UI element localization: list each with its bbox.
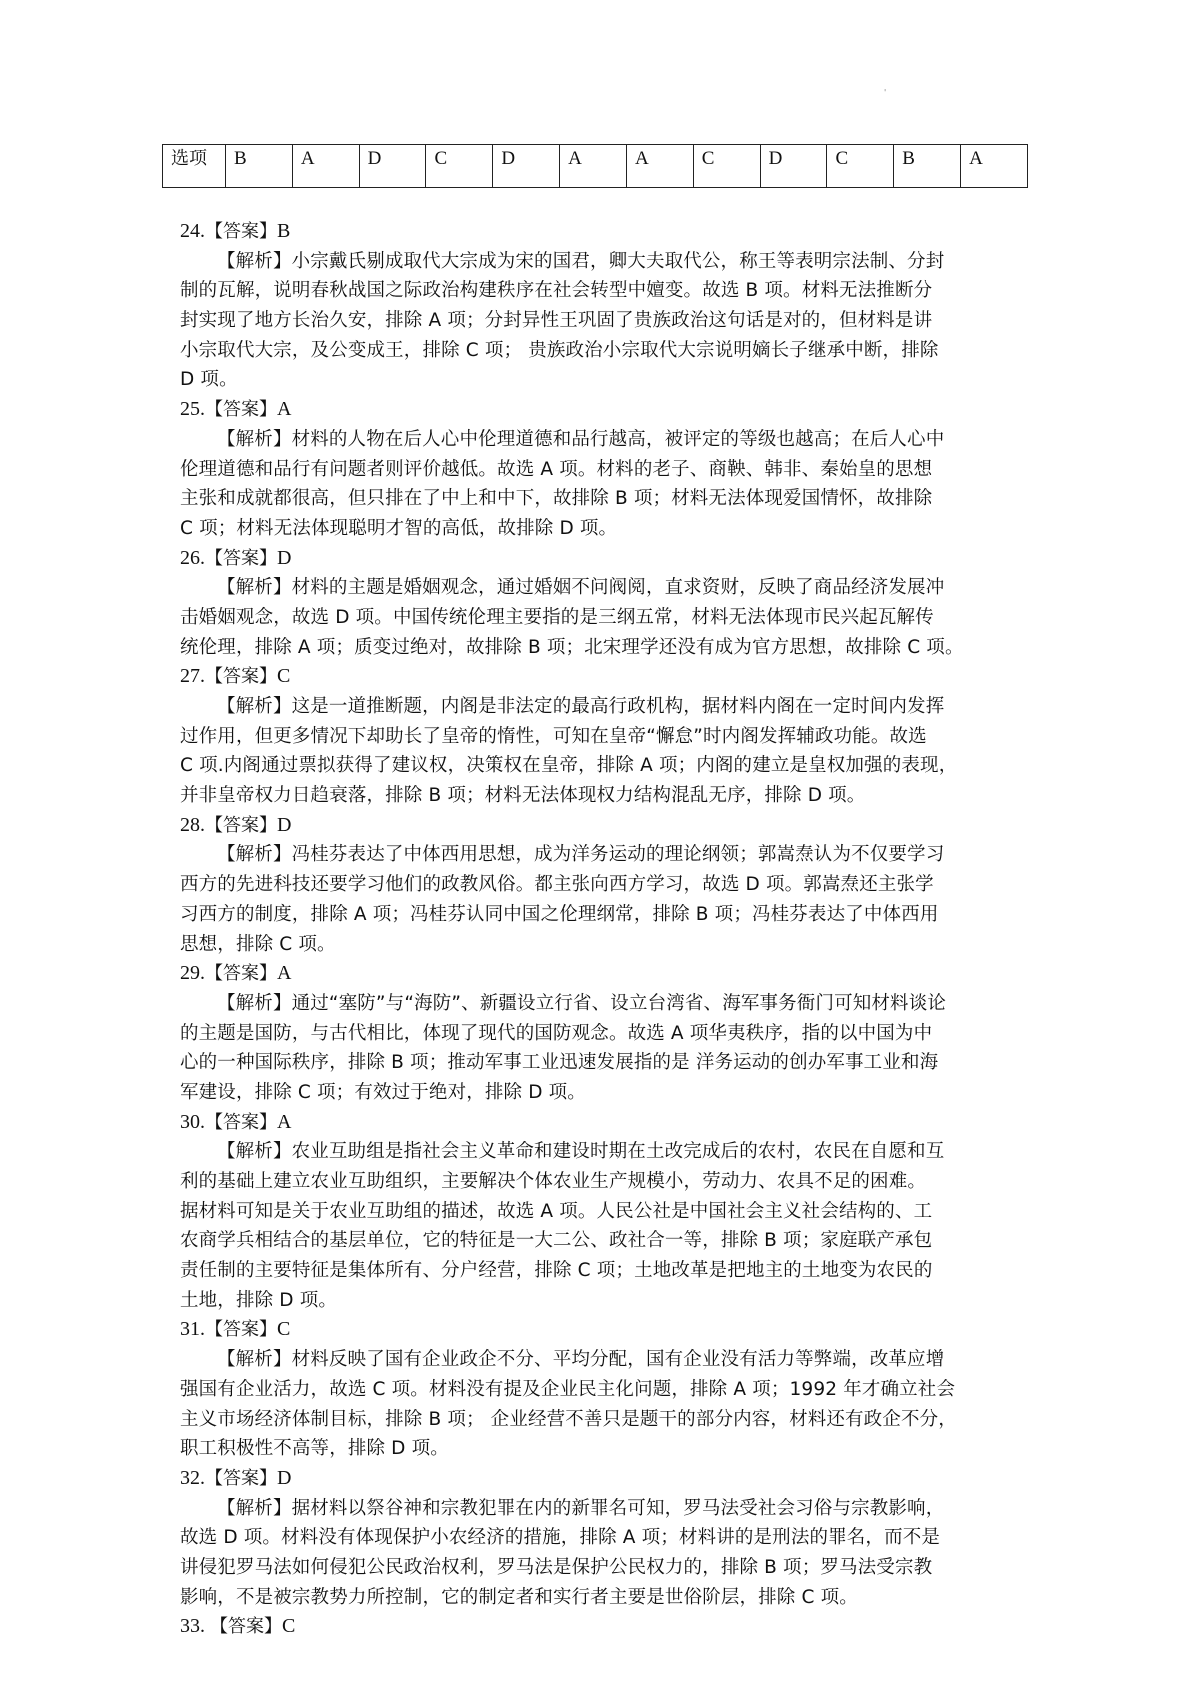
answer-value: D bbox=[277, 546, 292, 569]
answer-value: A bbox=[277, 398, 292, 421]
explanation-line: 利的基础上建立农业互助组织，主要解决个体农业生产规模小，劳动力、农具不足的困难。 bbox=[180, 1171, 927, 1192]
explanation-line: 据材料可知是关于农业互助组的描述，故选 A 项。人民公社是中国社会主义社会结构的、工 bbox=[180, 1200, 933, 1222]
explanation-line: 土地，排除 D 项。 bbox=[180, 1289, 338, 1311]
answer-label: 【答案】 bbox=[205, 1111, 277, 1133]
header-mark: ' bbox=[884, 88, 887, 97]
question-number: 27. bbox=[180, 665, 205, 688]
explanation-line: 的主题是国防，与古代相比，体现了现代的国防观念。故选 A 项华夷秩序，指的以中国为中 bbox=[180, 1022, 933, 1044]
explanation-line: 军建设，排除 C 项；有效过于绝对，排除 D 项。 bbox=[180, 1081, 586, 1103]
answer-key-cell: A bbox=[292, 145, 359, 188]
question-number: 32. bbox=[180, 1466, 205, 1489]
explanation-line: 小宗取代大宗，及公变成王，排除 C 项； 贵族政治小宗取代大宗说明嫡长子继承中断，排除 bbox=[180, 339, 939, 361]
answer-key-cell: D bbox=[359, 145, 426, 188]
explanation-line: 农商学兵相结合的基层单位，它的特征是一大二公、政社合一等，排除 B 项；家庭联产承包 bbox=[180, 1230, 933, 1252]
explanation-line: 【解析】农业互助组是指社会主义革命和建设时期在土改完成后的农村，农民在自愿和互 bbox=[217, 1141, 945, 1163]
question-number: 26. bbox=[180, 546, 205, 569]
explanation-line: 【解析】通过“塞防”与“海防”、新疆设立行省、设立台湾省、海军事务衙门可知材料谈论 bbox=[217, 992, 946, 1014]
question-number: 25. bbox=[180, 398, 205, 421]
answer-heading bbox=[180, 1464, 1050, 1494]
answer-key-head-cell: 选项 bbox=[163, 145, 226, 188]
question-number: 33. bbox=[180, 1615, 210, 1638]
answer-explanations bbox=[180, 217, 1050, 1642]
answer-heading bbox=[180, 811, 1050, 841]
answer-label: 【答案】 bbox=[205, 814, 277, 836]
explanation-line: 【解析】冯桂芬表达了中体西用思想，成为洋务运动的理论纲领；郭嵩焘认为不仅要学习 bbox=[217, 844, 945, 866]
answer-heading bbox=[180, 662, 1050, 692]
explanation-line: 责任制的主要特征是集体所有、分户经营，排除 C 项；土地改革是把地主的土地变为农民的 bbox=[180, 1260, 933, 1282]
explanation-line: 【解析】据材料以祭谷神和宗教犯罪在内的新罪名可知，罗马法受社会习俗与宗教影响， bbox=[217, 1497, 945, 1519]
answer-key-cell: A bbox=[560, 145, 627, 188]
explanation-line: D 项。 bbox=[180, 369, 238, 391]
explanation-line: 主义市场经济体制目标，排除 B 项； 企业经营不善只是题干的部分内容，材料还有政企不分， bbox=[180, 1408, 957, 1430]
explanation-line: 讲侵犯罗马法如何侵犯公民政治权利，罗马法是保护公民权力的，排除 B 项；罗马法受宗教 bbox=[180, 1556, 933, 1578]
answer-heading bbox=[180, 959, 1050, 989]
explanation-line: 影响，不是被宗教势力所控制，它的制定者和实行者主要是世俗阶层，排除 C 项。 bbox=[180, 1586, 858, 1608]
explanation-line: 故选 D 项。材料没有体现保护小农经济的措施，排除 A 项；材料讲的是刑法的罪名，而不是 bbox=[180, 1527, 941, 1549]
answer-value: D bbox=[277, 1466, 292, 1489]
explanation-line: 击婚姻观念，故选 D 项。中国传统伦理主要指的是三纲五常，材料无法体现市民兴起瓦解传 bbox=[180, 606, 934, 628]
answer-value: B bbox=[277, 220, 291, 242]
answer-value: C bbox=[277, 1318, 291, 1341]
question-number: 29. bbox=[180, 962, 205, 985]
answer-label: 【答案】 bbox=[205, 1319, 277, 1341]
answer-heading bbox=[180, 1612, 1050, 1642]
explanation-line: 西方的先进科技还要学习他们的政教风俗。都主张向西方学习，故选 D 项。郭嵩焘还主张学 bbox=[180, 874, 934, 896]
answer-value: C bbox=[277, 665, 291, 688]
question-number: 30. bbox=[180, 1110, 205, 1133]
answer-key-cell: D bbox=[493, 145, 560, 188]
explanation-line: 【解析】材料反映了国有企业政企不分、平均分配，国有企业没有活力等弊端，改革应增 bbox=[217, 1349, 945, 1371]
answer-key-cell: C bbox=[426, 145, 493, 188]
question-number: 28. bbox=[180, 813, 205, 836]
explanation-line: 制的瓦解，说明春秋战国之际政治构建秩序在社会转型中嬗变。故选 B 项。材料无法推断分 bbox=[180, 280, 933, 302]
question-number: 31. bbox=[180, 1318, 205, 1341]
answer-heading bbox=[180, 544, 1050, 574]
explanation-line: 习西方的制度，排除 A 项；冯桂芬认同中国之伦理纲常，排除 B 项；冯桂芬表达了中体西用 bbox=[180, 903, 939, 925]
answer-label: 【答案】 bbox=[205, 399, 277, 421]
explanation-line: 统伦理，排除 A 项；质变过绝对，故排除 B 项；北宋理学还没有成为官方思想，故排除 C 项。 bbox=[180, 636, 964, 658]
answer-value: A bbox=[277, 962, 292, 985]
explanation-line: 【解析】材料的人物在后人心中伦理道德和品行越高，被评定的等级也越高；在后人心中 bbox=[217, 428, 945, 450]
answer-key-cell: B bbox=[226, 145, 293, 188]
explanation-line: 【解析】这是一道推断题，内阁是非法定的最高行政机构，据材料内阁在一定时间内发挥 bbox=[217, 696, 945, 717]
answer-key-cell: C bbox=[827, 145, 894, 188]
explanation-line: 过作用，但更多情况下却助长了皇帝的惰性，可知在皇帝“懈怠”时内阁发挥辅政功能。故选 bbox=[180, 725, 927, 747]
explanation-line: C 项.内阁通过票拟获得了建议权，决策权在皇帝，排除 A 项；内阁的建立是皇权加强的表现， bbox=[180, 755, 958, 777]
answer-label: 【答案】 bbox=[205, 221, 277, 242]
explanation-line: 【解析】小宗戴氏剔成取代大宗成为宋的国君，卿大夫取代公，称王等表明宗法制、分封 bbox=[217, 250, 945, 272]
answer-label: 【答案】 bbox=[210, 1616, 282, 1638]
answer-key-cell: A bbox=[961, 145, 1028, 188]
answer-label: 【答案】 bbox=[205, 666, 277, 688]
explanation-line: 思想，排除 C 项。 bbox=[180, 933, 336, 955]
answer-value: D bbox=[277, 813, 292, 836]
answer-heading bbox=[180, 217, 1050, 247]
explanation-line: 伦理道德和品行有问题者则评价越低。故选 A 项。材料的老子、商鞅、韩非、秦始皇的思想 bbox=[180, 458, 933, 480]
answer-key-table bbox=[162, 144, 1028, 188]
answer-key-cell: C bbox=[693, 145, 760, 188]
answer-label: 【答案】 bbox=[205, 963, 277, 985]
explanation-line: 主张和成就都很高，但只排在了中上和中下，故排除 B 项；材料无法体现爱国情怀，故排除 bbox=[180, 488, 933, 510]
explanation-line: 封实现了地方长治久安，排除 A 项；分封异性王巩固了贵族政治这句话是对的，但材料是讲 bbox=[180, 310, 933, 332]
question-number: 24. bbox=[180, 220, 205, 242]
answer-value: C bbox=[282, 1615, 296, 1638]
answer-heading bbox=[180, 395, 1050, 425]
answer-key-cell: A bbox=[626, 145, 693, 188]
explanation-line: 【解析】材料的主题是婚姻观念，通过婚姻不问阀阅，直求资财，反映了商品经济发展冲 bbox=[217, 577, 945, 599]
answer-key-row bbox=[163, 145, 1028, 188]
answer-label: 【答案】 bbox=[205, 547, 277, 569]
answer-key-cell: B bbox=[894, 145, 961, 188]
answer-heading bbox=[180, 1315, 1050, 1345]
answer-key-cell: D bbox=[760, 145, 827, 188]
answer-value: A bbox=[277, 1110, 292, 1133]
answer-heading bbox=[180, 1108, 1050, 1138]
answer-label: 【答案】 bbox=[205, 1467, 277, 1489]
explanation-line: 职工积极性不高等，排除 D 项。 bbox=[180, 1438, 449, 1460]
explanation-line: 并非皇帝权力日趋衰落，排除 B 项；材料无法体现权力结构混乱无序，排除 D 项。 bbox=[180, 785, 866, 807]
explanation-line: 心的一种国际秩序，排除 B 项；推动军事工业迅速发展指的是 洋务运动的创办军事工业和海 bbox=[180, 1052, 939, 1074]
explanation-line: C 项；材料无法体现聪明才智的高低，故排除 D 项。 bbox=[180, 517, 618, 539]
explanation-line: 强国有企业活力，故选 C 项。材料没有提及企业民主化问题，排除 A 项；1992 年才确立社会 bbox=[180, 1378, 956, 1400]
